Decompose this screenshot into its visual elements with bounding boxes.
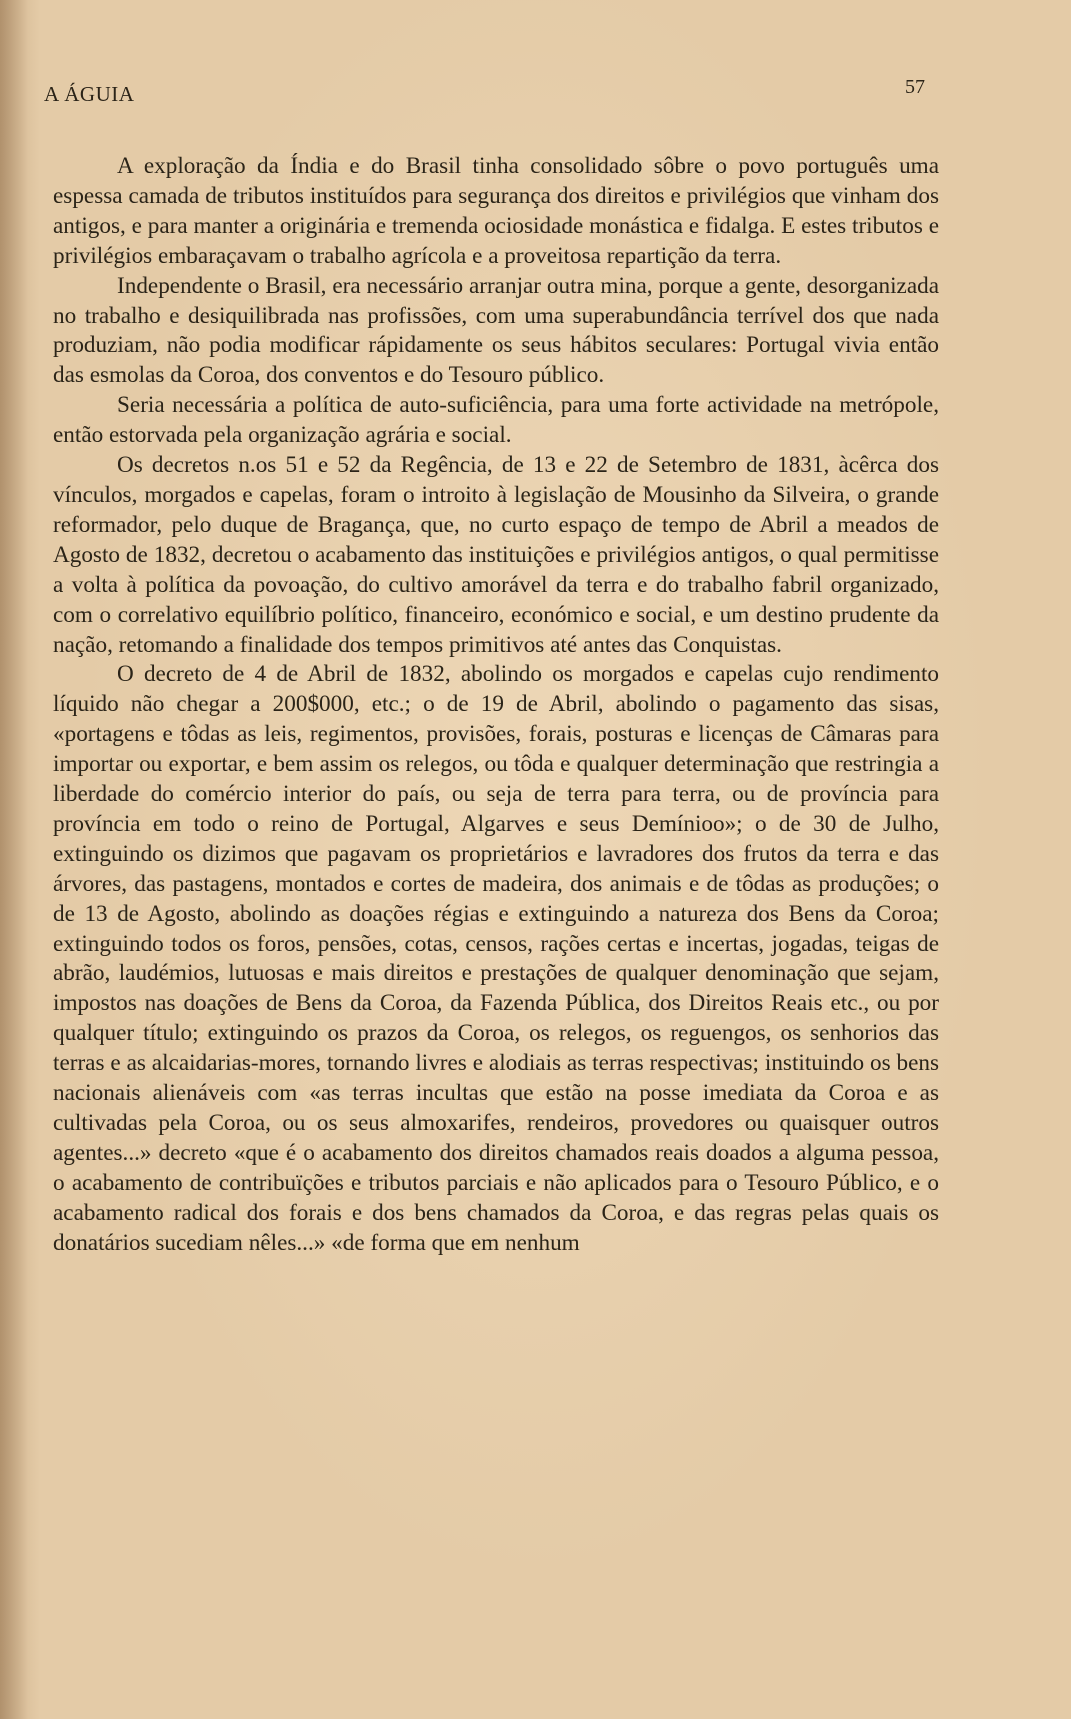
paragraph-decretos-regencia: Os decretos n.os 51 e 52 da Regência, de 13 e 22 de Setembro de 1831, àcêrca dos vínculos, morgados e capelas, foram o introito à legislação de Mousinho da Silveira, o grande reformador, pelo duque de Bragança, que, no curto espaço de tempo de Abril a meados de Agosto de 1832, decretou o acabamento das instituições e privilégios antigos, o qual permitisse a volta à política da povoação, do cultivo amorável da terra e do trabalho fabril organizado, com o correlativo equilíbrio político, financeiro, económico e social, e um destino prudente da nação, retomando a finalidade dos tempos primitivos até antes das Conquistas.	[53, 452, 939, 658]
page-edge-stain	[0, 0, 28, 1719]
paragraph-brasil-independente: Independente o Brasil, era necessário arranjar outra mina, porque a gente, desorganizada no trabalho e desiquilibrada nas profissões, com uma superabundância terrível dos que nada produziam, não podia modificar rápidamente os seus hábitos seculares: Portugal vivia então das esmolas da Coroa, dos conventos e do Tesouro público.	[53, 272, 939, 389]
article-body	[53, 152, 939, 1259]
page-number: 57	[905, 76, 925, 98]
paragraph-auto-suficiencia: Seria necessária a política de auto-suficiência, para uma forte actividade na metrópole, então estorvada pela organização agrária e social.	[53, 392, 939, 449]
running-head: A ÁGUIA	[44, 82, 135, 106]
paragraph-decreto-abril: O decreto de 4 de Abril de 1832, abolindo os morgados e capelas cujo rendimento líquido não chegar a 200$000, etc.; o de 19 de Abril, abolindo o pagamento das sisas, «portagens e tôdas as leis, regimentos, provisões, forais, posturas e licenças de Câmaras para importar ou exportar, e bem assim os relegos, ou tôda e qualquer determinação que restringia a liberdade do comércio interior do país, ou seja de terra para terra, ou de província para província em todo o reino de Portugal, Algarves e seus Demínioo»; o de 30 de Julho, extinguindo os dizimos que pagavam os proprietários e lavradores dos frutos da terra e das árvores, das pastagens, montados e cortes de madeira, dos animais e de tôdas as produções; o de 13 de Agosto, abolindo as doações régias e extinguindo a natureza dos Bens da Coroa; extinguindo todos os foros, pensões, cotas, censos, rações certas e incertas, jogadas, teigas de abrão, laudémios, lutuosas e mais direitos e prestações de qualquer denominação que sejam, impostos nas doações de Bens da Coroa, da Fazenda Pública, dos Direitos Reais etc., ou por qualquer título; extinguindo os prazos da Coroa, os relegos, os reguengos, os senhorios das terras e as alcaidarias-mores, tornando livres e alodiais as terras respectivas; instituindo os bens nacionais alienáveis com «as terras incultas que estão na posse imediata da Coroa e as cultivadas pela Coroa, ou os seus almoxarifes, rendeiros, provedores ou quaisquer outros agentes...» decreto «que é o acabamento dos direitos chamados reais doados a alguma pessoa, o acabamento de contribuïções e tributos parciais e não aplicados para o Tesouro Público, e o acabamento radical dos forais e dos bens chamados da Coroa, e das regras pelas quais os donatários sucediam nêles...» «de forma que em nenhum	[53, 661, 939, 1256]
paragraph-india-brasil: A exploração da Índia e do Brasil tinha consolidado sôbre o povo português uma espessa camada de tributos instituídos para segurança dos direitos e privilégios que vinham dos antigos, e para manter a originária e tremenda ociosidade monástica e fidalga. E estes tributos e privilégios embaraçavam o trabalho agrícola e a proveitosa repartição da terra.	[53, 153, 939, 269]
